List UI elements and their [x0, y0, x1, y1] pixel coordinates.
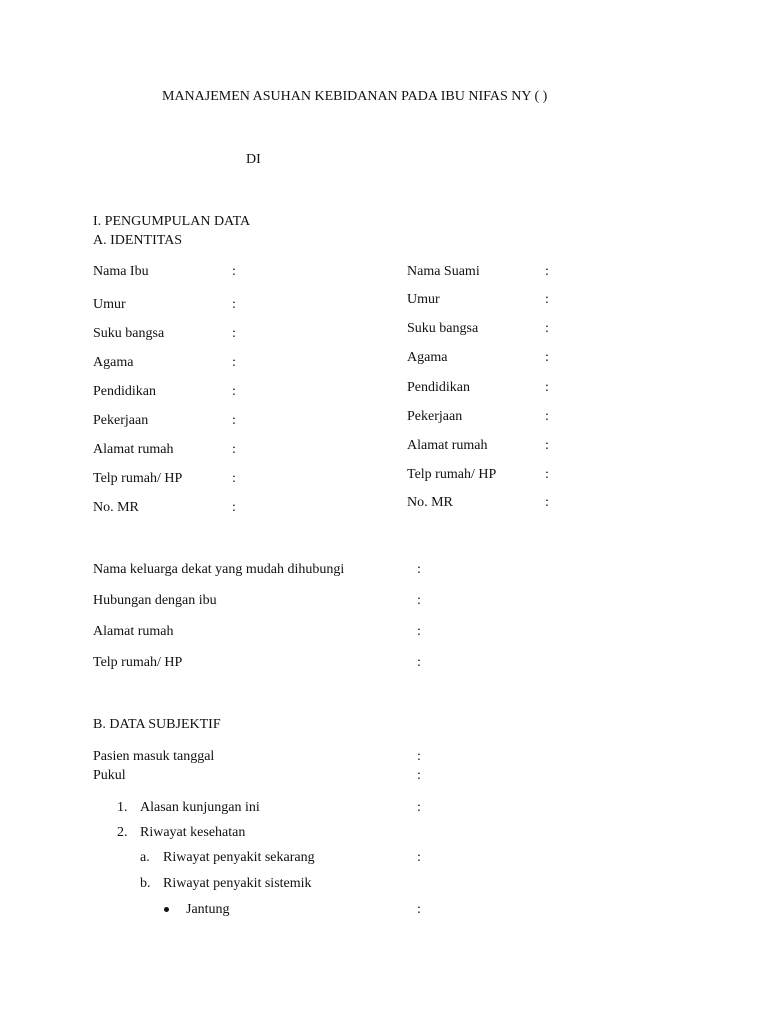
label-umur-ibu: Umur [93, 297, 126, 312]
list-number: 2. [117, 825, 128, 840]
colon: : [417, 624, 421, 639]
subsection-title: A. IDENTITAS [93, 233, 183, 248]
colon: : [232, 500, 236, 515]
label-suku-suami: Suku bangsa [407, 321, 479, 336]
colon: : [232, 326, 236, 341]
document-title: MANAJEMEN ASUHAN KEBIDANAN PADA IBU NIFAS NY ( ) [162, 89, 548, 104]
label-pendidikan-suami: Pendidikan [407, 380, 470, 395]
label-telp-keluarga: Telp rumah/ HP [93, 655, 183, 670]
label-nama-suami: Nama Suami [407, 264, 480, 279]
label-penyakit-sekarang: Riwayat penyakit sekarang [163, 850, 315, 865]
colon: : [545, 264, 549, 279]
colon: : [417, 902, 421, 917]
label-pekerjaan-suami: Pekerjaan [407, 409, 463, 424]
bullet-icon [164, 907, 169, 912]
section-title: I. PENGUMPULAN DATA [93, 214, 251, 229]
colon: : [417, 768, 421, 783]
label-telp-suami: Telp rumah/ HP [407, 467, 497, 482]
colon: : [417, 850, 421, 865]
label-masuk-tanggal: Pasien masuk tanggal [93, 749, 215, 764]
colon: : [232, 442, 236, 457]
label-nama-keluarga: Nama keluarga dekat yang mudah dihubungi [93, 562, 345, 577]
label-suku-ibu: Suku bangsa [93, 326, 165, 341]
label-agama-ibu: Agama [93, 355, 134, 370]
location-label: DI [246, 152, 261, 167]
label-umur-suami: Umur [407, 292, 440, 307]
label-riwayat-kesehatan: Riwayat kesehatan [140, 825, 246, 840]
label-pendidikan-ibu: Pendidikan [93, 384, 156, 399]
colon: : [545, 467, 549, 482]
colon: : [545, 495, 549, 510]
colon: : [545, 438, 549, 453]
colon: : [417, 562, 421, 577]
colon: : [545, 292, 549, 307]
label-pekerjaan-ibu: Pekerjaan [93, 413, 149, 428]
colon: : [417, 749, 421, 764]
colon: : [545, 409, 549, 424]
section-title: B. DATA SUBJEKTIF [93, 717, 221, 732]
label-pukul: Pukul [93, 768, 126, 783]
label-telp-ibu: Telp rumah/ HP [93, 471, 183, 486]
list-number: 1. [117, 800, 128, 815]
label-alamat-suami: Alamat rumah [407, 438, 488, 453]
colon: : [232, 471, 236, 486]
label-agama-suami: Agama [407, 350, 448, 365]
list-letter: a. [140, 850, 150, 865]
label-alamat-keluarga: Alamat rumah [93, 624, 174, 639]
colon: : [417, 593, 421, 608]
colon: : [232, 413, 236, 428]
colon: : [232, 355, 236, 370]
list-letter: b. [140, 876, 151, 891]
label-penyakit-sistemik: Riwayat penyakit sistemik [163, 876, 312, 891]
colon: : [232, 384, 236, 399]
colon: : [545, 321, 549, 336]
label-hubungan: Hubungan dengan ibu [93, 593, 217, 608]
colon: : [232, 297, 236, 312]
label-mr-suami: No. MR [407, 495, 453, 510]
label-alasan-kunjungan: Alasan kunjungan ini [140, 800, 260, 815]
colon: : [545, 350, 549, 365]
label-alamat-ibu: Alamat rumah [93, 442, 174, 457]
colon: : [232, 264, 236, 279]
colon: : [417, 655, 421, 670]
label-nama-ibu: Nama Ibu [93, 264, 149, 279]
colon: : [417, 800, 421, 815]
label-jantung: Jantung [186, 902, 230, 917]
colon: : [545, 380, 549, 395]
label-mr-ibu: No. MR [93, 500, 139, 515]
